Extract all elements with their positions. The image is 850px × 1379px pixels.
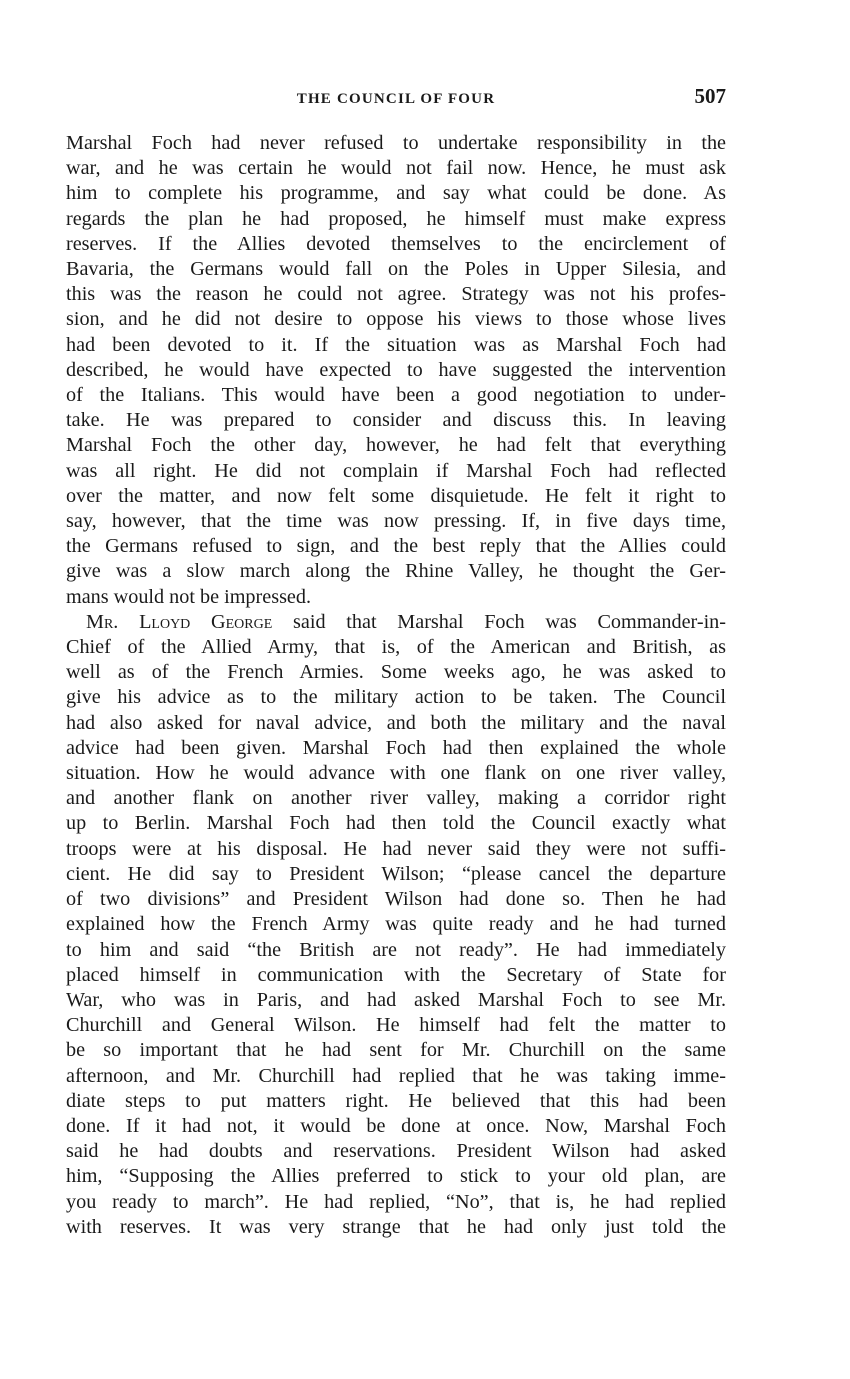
page-number: 507 (694, 84, 726, 108)
text-line: up to Berlin. Marshal Foch had then told the Council exactly what (66, 812, 726, 835)
text-line: War, who was in Paris, and had asked Marshal Foch to see Mr. (66, 988, 726, 1011)
text-line: said he had doubts and reservations. President Wilson had asked (66, 1140, 726, 1163)
text-line: say, however, that the time was now pressing. If, in five days time, (66, 510, 726, 533)
speaker-name: Mr. Lloyd George (86, 610, 273, 633)
text-line: take. He was prepared to consider and discuss this. In leaving (66, 409, 726, 432)
text-line: was all right. He did not complain if Marshal Foch had reflected (66, 459, 726, 482)
text-line: Marshal Foch the other day, however, he had felt that everything (66, 434, 726, 457)
text-line: troops were at his disposal. He had never said they were not suffi- (66, 837, 726, 860)
text-line: well as of the French Armies. Some weeks ago, he was asked to (66, 661, 726, 684)
text-line: cient. He did say to President Wilson; “please cancel the departure (66, 862, 726, 885)
text-line: had been devoted to it. If the situation was as Marshal Foch had (66, 333, 726, 356)
text-line: diate steps to put matters right. He believed that this had been (66, 1089, 726, 1112)
text-line: done. If it had not, it would be done at once. Now, Marshal Foch (66, 1114, 726, 1137)
running-head (66, 84, 726, 114)
text-line: him to complete his programme, and say what could be done. As (66, 182, 726, 205)
text-line: and another flank on another river valley, making a corridor right (66, 787, 726, 810)
text-line: to him and said “the British are not ready”. He had immediately (66, 938, 726, 961)
text-line: had also asked for naval advice, and both the military and the naval (66, 711, 726, 734)
text-line: situation. How he would advance with one flank on one river valley, (66, 762, 726, 785)
text-line: you ready to march”. He had replied, “No”, that is, he had replied (66, 1190, 726, 1213)
running-title: THE COUNCIL OF FOUR (296, 91, 496, 107)
text-line: Bavaria, the Germans would fall on the Poles in Upper Silesia, and (66, 258, 726, 281)
text-line: the Germans refused to sign, and the best reply that the Allies could (66, 535, 726, 558)
paragraph-1 (66, 131, 726, 610)
text-line (66, 610, 726, 635)
text-line: give was a slow march along the Rhine Valley, he thought the Ger- (66, 560, 726, 583)
text-line: Churchill and General Wilson. He himself had felt the matter to (66, 1014, 726, 1037)
text-line: regards the plan he had proposed, he himself must make express (66, 207, 726, 230)
document-page (66, 84, 726, 1240)
text-line: war, and he was certain he would not fail now. Hence, he must ask (66, 157, 726, 180)
text-line: sion, and he did not desire to oppose his views to those whose lives (66, 308, 726, 331)
text-line: him, “Supposing the Allies preferred to stick to your old plan, are (66, 1165, 726, 1188)
text-line: of the Italians. This would have been a good negotiation to under- (66, 384, 726, 407)
text-line: with reserves. It was very strange that he had only just told the (66, 1215, 726, 1238)
text-line: Marshal Foch had never refused to undertake responsibility in the (66, 132, 726, 154)
text-line: over the matter, and now felt some disquietude. He felt it right to (66, 484, 726, 507)
text-line: this was the reason he could not agree. Strategy was not his profes- (66, 283, 726, 306)
text-line: of two divisions” and President Wilson had done so. Then he had (66, 888, 726, 911)
text-line: explained how the French Army was quite ready and he had turned (66, 913, 726, 936)
text-line: mans would not be impressed. (66, 585, 312, 608)
body-text (66, 131, 726, 1240)
paragraph-2 (66, 610, 726, 1240)
text-line: be so important that he had sent for Mr. Churchill on the same (66, 1039, 726, 1062)
text-line: placed himself in communication with the Secretary of State for (66, 963, 726, 986)
text-line: Chief of the Allied Army, that is, of the American and British, as (66, 636, 726, 659)
text-line: give his advice as to the military action to be taken. The Council (66, 686, 726, 709)
text-line: advice had been given. Marshal Foch had then explained the whole (66, 736, 726, 759)
text-line: described, he would have expected to have suggested the intervention (66, 358, 726, 381)
text-fragment: said that Marshal Foch was Commander-in- (272, 610, 726, 633)
text-line: reserves. If the Allies devoted themselves to the encirclement of (66, 232, 726, 255)
text-line: afternoon, and Mr. Churchill had replied that he was taking imme- (66, 1064, 726, 1087)
